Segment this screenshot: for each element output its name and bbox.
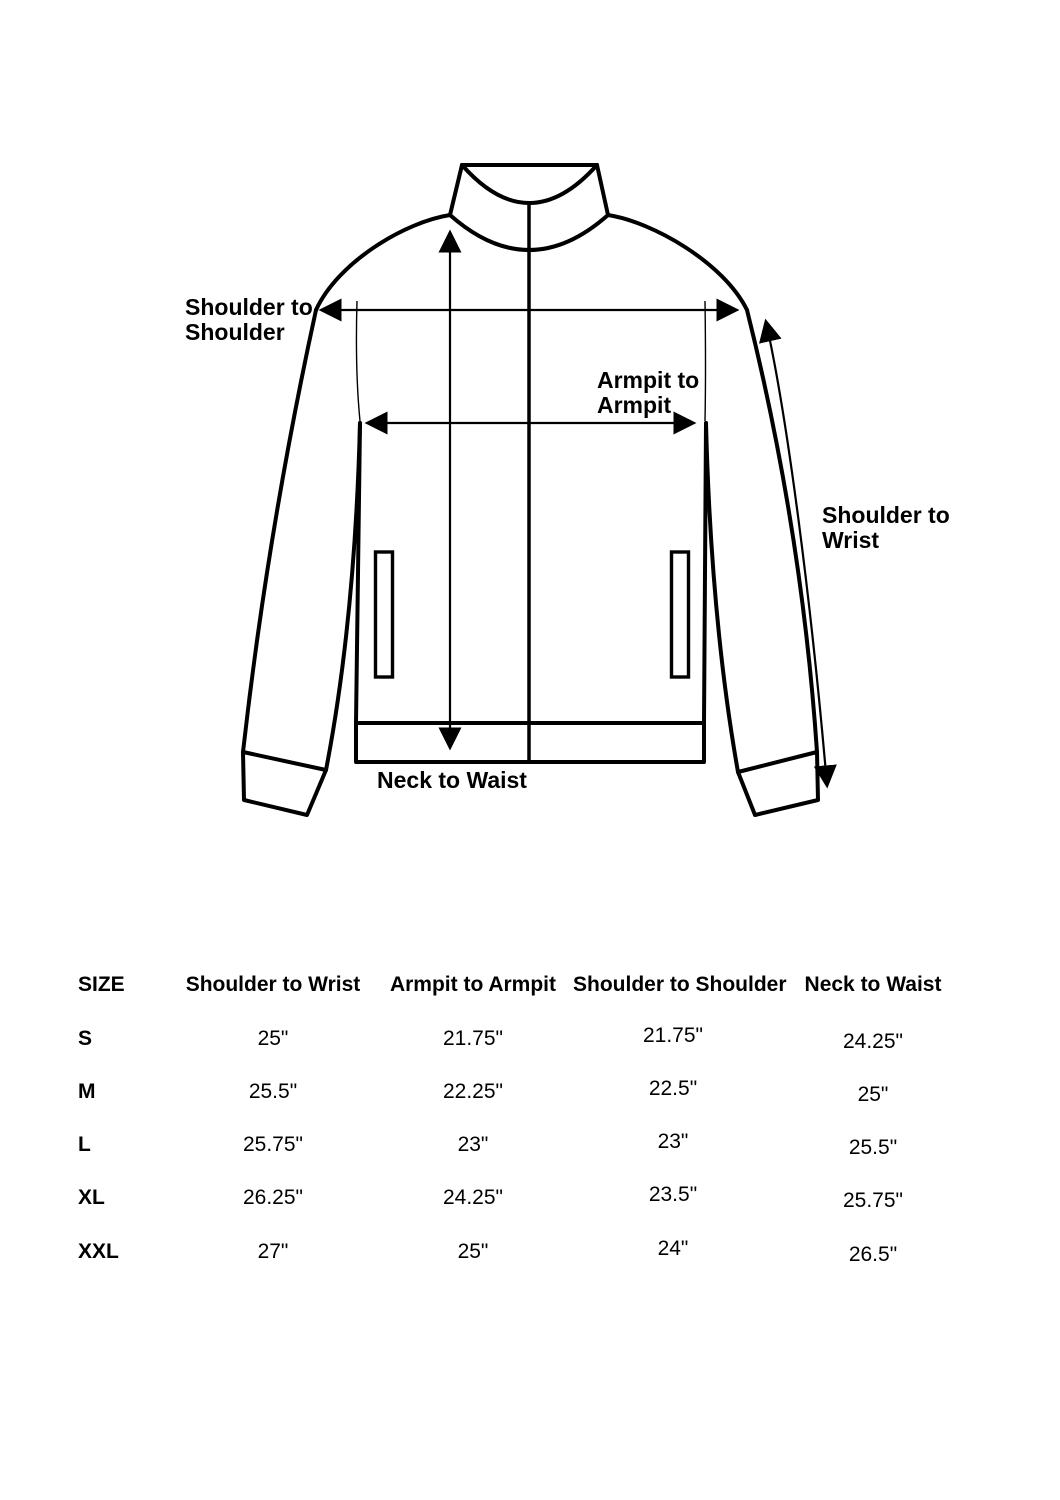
shoulder-to-wrist-label-line1: Shoulder to xyxy=(822,502,950,528)
measurement-value: 27" xyxy=(257,1240,289,1263)
table-row-s xyxy=(0,1024,1060,1053)
table-header-row xyxy=(0,974,1060,996)
measurement-value: 26.5" xyxy=(848,1243,898,1266)
diagram-labels xyxy=(185,294,950,793)
size-label: XXL xyxy=(78,1240,119,1263)
size-label: M xyxy=(78,1080,96,1103)
table-header-neck-to-waist: Neck to Waist xyxy=(804,973,942,996)
collar-left-edge xyxy=(450,165,462,215)
left-armhole-seam xyxy=(356,301,360,421)
measurement-value: 25" xyxy=(257,1027,289,1050)
measurement-value: 25" xyxy=(857,1083,889,1106)
measurement-value: 25.75" xyxy=(242,1133,303,1156)
right-sleeve-outer-edge xyxy=(747,310,817,752)
table-row-xxl xyxy=(0,1237,1060,1266)
body-right-edge xyxy=(704,423,706,723)
measurement-value: 25.5" xyxy=(848,1136,898,1159)
right-shoulder-curve xyxy=(608,215,747,310)
measurement-value: 21.75" xyxy=(642,1024,703,1047)
table-header-size: SIZE xyxy=(78,973,125,996)
measurement-value: 25.75" xyxy=(842,1189,903,1212)
measurement-value: 23" xyxy=(657,1130,689,1153)
collar-right-edge xyxy=(597,165,608,215)
armpit-to-armpit-label-line1: Armpit to xyxy=(597,367,700,393)
jacket-outline xyxy=(243,165,818,815)
measurement-arrows xyxy=(322,233,827,785)
measurement-value: 25.5" xyxy=(248,1080,298,1103)
table-row-l xyxy=(0,1130,1060,1159)
measurement-value: 24.25" xyxy=(842,1030,903,1053)
shoulder-to-shoulder-label-line2: Shoulder xyxy=(185,319,285,345)
right-armhole-seam xyxy=(705,301,706,421)
left-shoulder-curve xyxy=(316,215,450,310)
measurement-value: 24.25" xyxy=(442,1186,503,1209)
table-row-m xyxy=(0,1077,1060,1106)
shoulder-to-shoulder-label-line1: Shoulder to xyxy=(185,294,313,320)
left-pocket xyxy=(376,552,393,677)
size-label: S xyxy=(78,1027,93,1050)
measurement-value: 26.25" xyxy=(242,1186,303,1209)
measurement-value: 21.75" xyxy=(442,1027,503,1050)
right-sleeve-inner-edge xyxy=(706,423,738,772)
measurement-value: 22.5" xyxy=(648,1077,698,1100)
table-row-xl xyxy=(0,1183,1060,1212)
shoulder-to-wrist-label-line2: Wrist xyxy=(822,527,880,553)
measurement-value: 22.25" xyxy=(442,1080,503,1103)
armpit-to-armpit-label-line2: Armpit xyxy=(597,392,672,418)
right-cuff xyxy=(738,752,818,815)
measurement-value: 23.5" xyxy=(648,1183,698,1206)
size-label: L xyxy=(78,1133,91,1156)
collar-inner-curve xyxy=(462,165,597,203)
left-sleeve-outer-edge xyxy=(243,310,316,752)
left-cuff xyxy=(243,752,326,815)
table-header-shoulder-to-wrist: Shoulder to Wrist xyxy=(185,973,361,996)
neck-to-waist-label: Neck to Waist xyxy=(377,767,527,793)
right-pocket xyxy=(672,552,689,677)
measurement-value: 23" xyxy=(457,1133,489,1156)
measurement-value: 24" xyxy=(657,1237,689,1260)
size-label: XL xyxy=(78,1186,105,1209)
measurement-value: 25" xyxy=(457,1240,489,1263)
table-header-shoulder-to-shoulder: Shoulder to Shoulder xyxy=(573,973,787,996)
table-header-armpit-to-armpit: Armpit to Armpit xyxy=(389,973,557,996)
